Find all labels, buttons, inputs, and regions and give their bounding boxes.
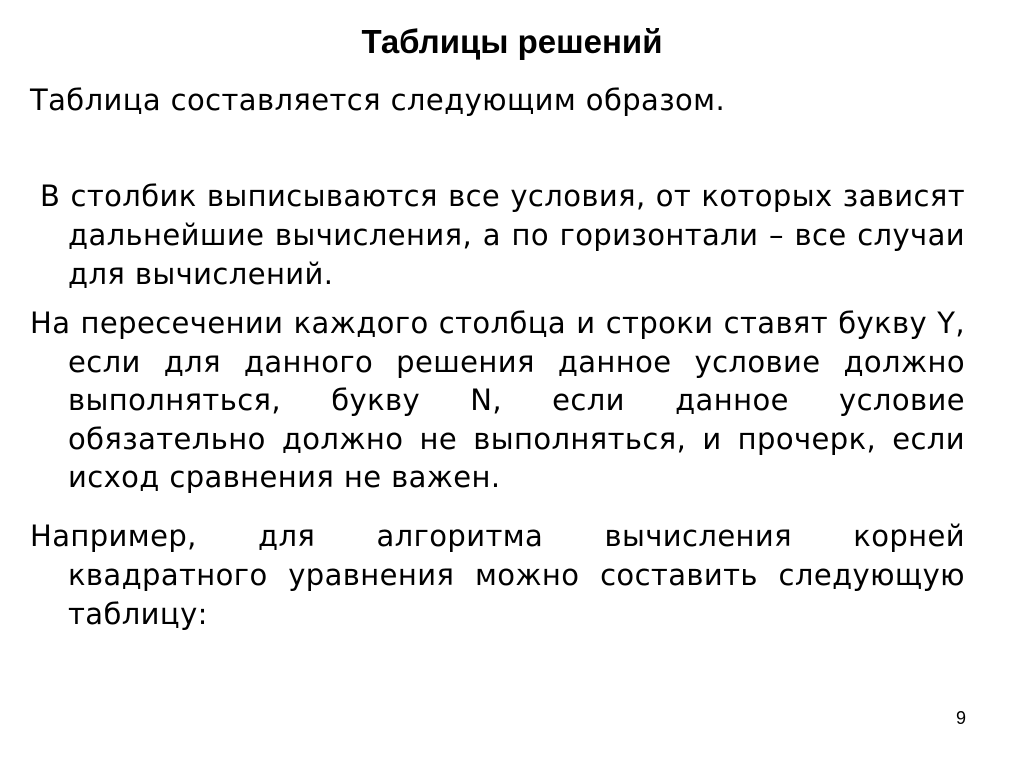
intro-text: Таблица составляется следующим образом. (30, 83, 726, 117)
paragraph-intersection-rules: На пересечении каждого столбца и строки ставят букву Y, если для данного решения данное условие должно выполняться, букву N, если данное условие обязательно должно не выполняться, и прочерк, если исход сравнения не важен. (30, 306, 965, 494)
paragraph-example: Например, для алгоритма вычисления корней квадратного уравнения можно составить следующую таблицу: (30, 519, 965, 631)
page-number: 9 (955, 708, 966, 728)
paragraph-conditions: В столбик выписываются все условия, от которых зависят дальнейшие вычисления, а по горизонтали – все случаи для вычислений. (40, 179, 965, 291)
slide-title: Таблицы решений (361, 23, 663, 60)
